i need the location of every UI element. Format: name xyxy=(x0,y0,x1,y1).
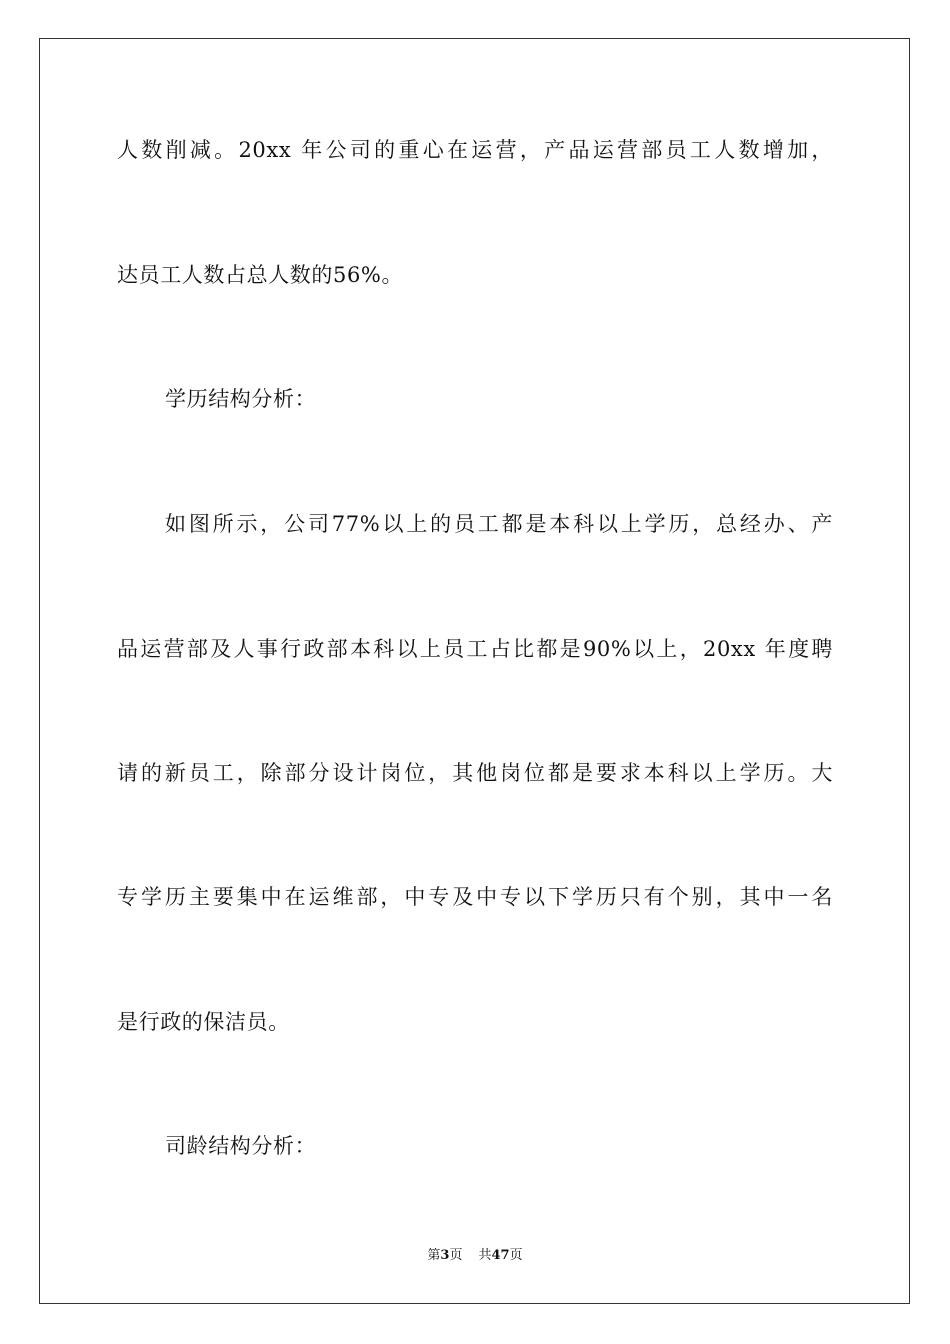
total-suffix: 页 xyxy=(509,1248,523,1263)
page-border xyxy=(39,38,910,1304)
body-line-5: 品运营部及人事行政部本科以上员工占比都是90%以上，20xx 年度聘 xyxy=(117,637,833,661)
body-line-1: 人数削减。20xx 年公司的重心在运营，产品运营部员工人数增加， xyxy=(117,138,833,162)
total-pages: 47 xyxy=(491,1248,510,1263)
body-line-8: 是行政的保洁员。 xyxy=(117,1010,290,1034)
page-suffix: 页 xyxy=(449,1248,463,1263)
section-heading-education: 学历结构分析： xyxy=(165,387,317,411)
body-line-2: 达员工人数占总人数的56%。 xyxy=(117,263,404,287)
body-line-7: 专学历主要集中在运维部，中专及中专以下学历只有个别，其中一名 xyxy=(117,885,833,909)
section-heading-tenure: 司龄结构分析： xyxy=(165,1134,317,1158)
body-line-4: 如图所示，公司77%以上的员工都是本科以上学历，总经办、产 xyxy=(165,512,833,536)
body-line-6: 请的新员工，除部分设计岗位，其他岗位都是要求本科以上学历。大 xyxy=(117,761,833,785)
page-prefix: 第 xyxy=(427,1248,441,1263)
page-number: 3 xyxy=(440,1248,450,1263)
total-prefix: 共 xyxy=(478,1248,492,1263)
page-footer xyxy=(0,1247,950,1265)
